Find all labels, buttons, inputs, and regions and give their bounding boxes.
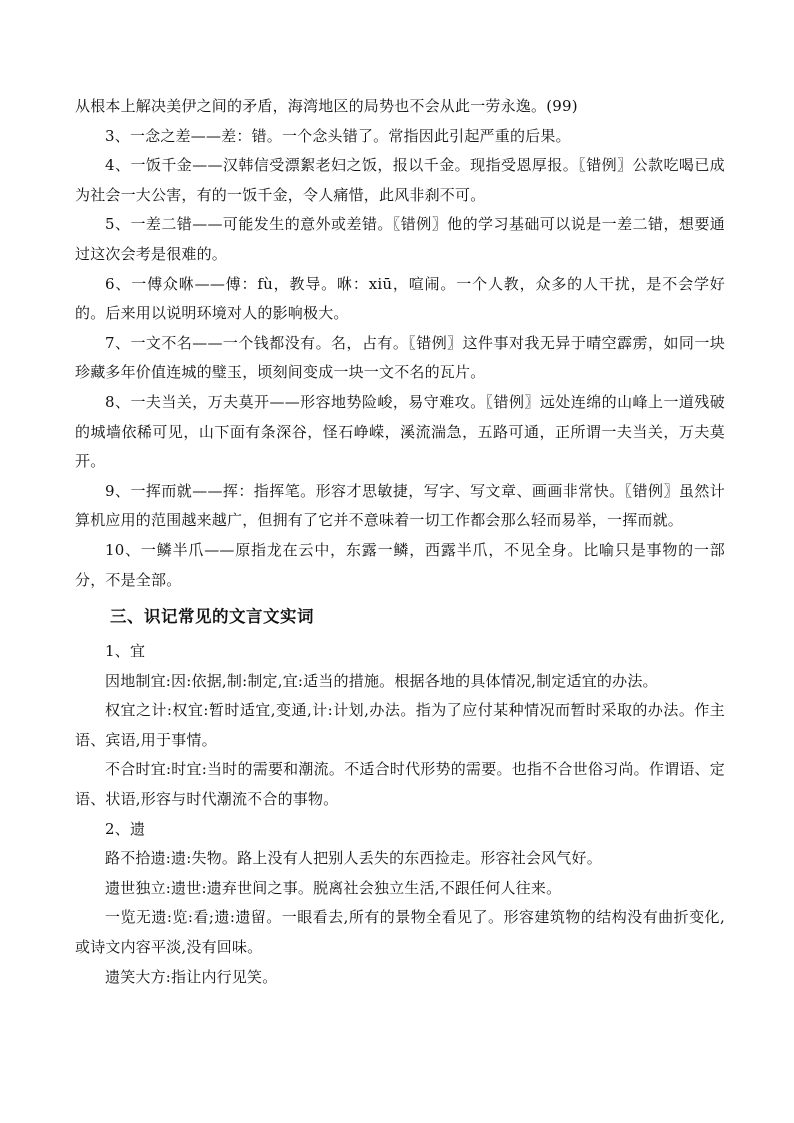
idiom-entry-5: 5、一差二错——可能发生的意外或差错。〖错例〗他的学习基础可以说是一差二错，想要通过这次会考是很难的。 <box>75 215 725 263</box>
word-entry: 遗笑大方:指让内行见笑。 <box>105 967 278 986</box>
word-entry: 权宜之计:权宜:暂时适宜,变通,计:计划,办法。指为了应付某种情况而暂时采取的办法。作主语、宾语,用于事情。 <box>75 701 725 749</box>
idiom-entry-7: 7、一文不名——一个钱都没有。名，占有。〖错例〗这件事对我无异于晴空霹雳，如同一块珍藏多年价值连城的璧玉，顷刻间变成一块一文不名的瓦片。 <box>75 333 725 382</box>
word-entry: 因地制宜:因:依据,制:制定,宜:适当的措施。根据各地的具体情况,制定适宜的办法。 <box>105 671 658 690</box>
idiom-entry-4: 4、一饭千金——汉韩信受漂絮老妇之饭，报以千金。现指受恩厚报。〖错例〗公款吃喝已成为社会一大公害，有的一饭千金，令人痛惜，此风非刹不可。 <box>75 156 725 204</box>
word-entry: 遗世独立:遗世:遗弃世间之事。脱离社会独立生活,不跟任何人往来。 <box>105 878 562 897</box>
document-body <box>75 92 725 992</box>
section-heading: 三、识记常见的文言文实词 <box>110 607 314 627</box>
word-entry: 路不拾遗:遗:失物。路上没有人把别人丢失的东西捡走。形容社会风气好。 <box>105 849 602 868</box>
word-heading-yi2: 2、遗 <box>105 819 146 838</box>
idiom-entry-6: 6、一傅众咻——傅：fù，教导。咻：xiū，喧闹。一个人教，众多的人干扰，是不会学好的。后来用以说明环境对人的影响极大。 <box>75 274 725 323</box>
idiom-entry-3: 3、一念之差——差：错。一个念头错了。常指因此引起严重的后果。 <box>105 126 571 145</box>
word-entry: 不合时宜:时宜:当时的需要和潮流。不适合时代形势的需要。也指不合世俗习尚。作谓语、定语、状语,形容与时代潮流不合的事物。 <box>75 760 725 809</box>
idiom-entry-10: 10、一鳞半爪——原指龙在云中，东露一鳞，西露半爪，不见全身。比喻只是事物的一部分，不是全部。 <box>75 540 725 589</box>
word-entry: 一览无遗:览:看;遗:遗留。一眼看去,所有的景物全看见了。形容建筑物的结构没有曲折变化,或诗文内容平淡,没有回味。 <box>75 908 725 957</box>
idiom-entry-9: 9、一挥而就——挥：指挥笔。形容才思敏捷，写字、写文章、画画非常快。〖错例〗虽然计算机应用的范围越来越广，但拥有了它并不意味着一切工作都会那么轻而易举，一挥而就。 <box>75 481 725 530</box>
word-heading-yi: 1、宜 <box>105 642 146 661</box>
idiom-entry-8: 8、一夫当关，万夫莫开——形容地势险峻，易守难攻。〖错例〗远处连绵的山峰上一道残破的城墙依稀可见，山下面有条深谷，怪石峥嵘，溪流湍急，五路可通，正所谓一夫当关，万夫莫开。 <box>75 392 725 471</box>
paragraph-continuation: 从根本上解决美伊之间的矛盾，海湾地区的局势也不会从此一劳永逸。(99) <box>75 97 578 115</box>
